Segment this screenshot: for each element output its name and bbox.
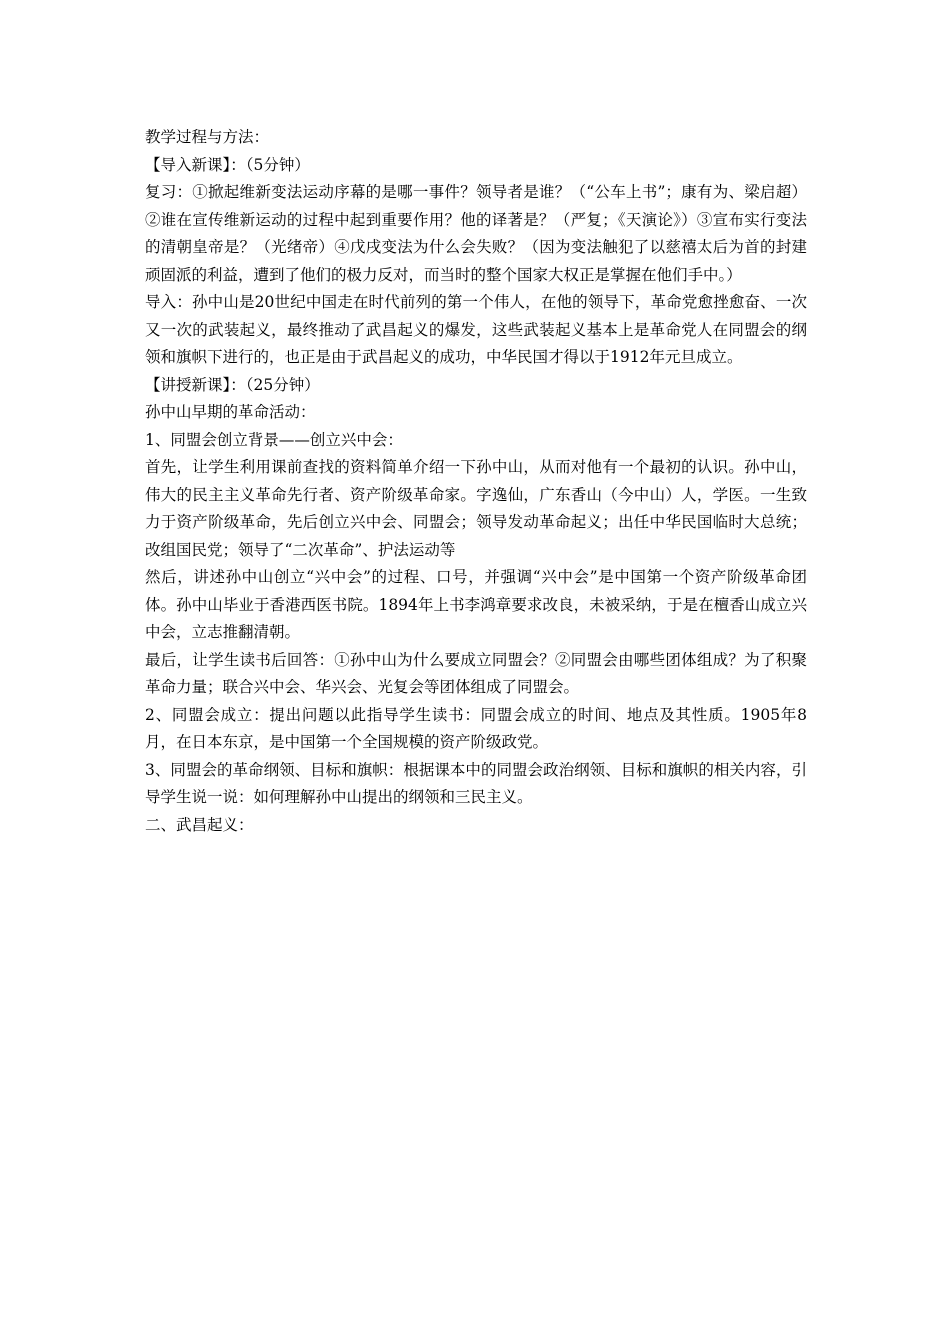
paragraph-first: 首先，让学生利用课前查找的资料简单介绍一下孙中山，从而对他有一个最初的认识。孙中山，伟大的民主主义革命先行者、资产阶级革命家。字逸仙，广东香山（今中山）人，学医。一生致力于资产阶级革命，先后创立兴中会、同盟会；领导发动革命起义；出任中华民国临时大总统；改组国民党；领导了“二次革命”、护法运动等 <box>145 458 807 559</box>
paragraph-finally: 最后，让学生读书后回答：①孙中山为什么要成立同盟会？②同盟会由哪些团体组成？为了积聚革命力量；联合兴中会、华兴会、光复会等团体组成了同盟会。 <box>145 650 807 696</box>
paragraph-review: 复习：①掀起维新变法运动序幕的是哪一事件？领导者是谁？（“公车上书”；康有为、梁启超）②谁在宣传维新运动的过程中起到重要作用？他的译著是？（严复；《天演论》）③宣布实行变法的清朝皇帝是？（光绪帝）④戊戌变法为什么会失败？（因为变法触犯了以慈禧太后为首的封建顽固派的利益，遭到了他们的极力反对，而当时的整个国家大权正是掌握在他们手中。） <box>145 183 807 284</box>
paragraph-point-3: 3、同盟会的革命纲领、目标和旗帜：根据课本中的同盟会政治纲领、目标和旗帜的相关内容，引导学生说一说：如何理解孙中山提出的纲领和三民主义。 <box>145 760 807 806</box>
paragraph-point-2: 2、同盟会成立：提出问题以此指导学生读书：同盟会成立的时间、地点及其性质。1905年8月，在日本东京，是中国第一个全国规模的资产阶级政党。 <box>145 705 807 751</box>
subheading-early-revolution: 孙中山早期的革命活动： <box>145 403 316 421</box>
section-heading-new-lesson: 【讲授新课】：（25分钟） <box>145 375 320 394</box>
section-heading-intro: 【导入新课】：（5分钟） <box>145 155 310 174</box>
section-heading-teaching-process: 教学过程与方法： <box>145 128 270 146</box>
document-body <box>145 124 807 839</box>
section-heading-wuchang: 二、武昌起义： <box>145 815 254 834</box>
paragraph-intro: 导入：孙中山是20世纪中国走在时代前列的第一个伟人，在他的领导下，革命党愈挫愈奋、一次又一次的武装起义，最终推动了武昌起义的爆发，这些武装起义基本上是革命党人在同盟会的纲领和旗帜下进行的，也正是由于武昌起义的成功，中华民国才得以于1912年元旦成立。 <box>145 293 807 366</box>
paragraph-then: 然后，讲述孙中山创立“兴中会”的过程、口号，并强调“兴中会”是中国第一个资产阶级革命团体。孙中山毕业于香港西医书院。1894年上书李鸿章要求改良，未被采纳，于是在檀香山成立兴中会，立志推翻清朝。 <box>145 568 807 641</box>
subheading-point-1: 1、同盟会创立背景——创立兴中会： <box>145 430 403 449</box>
